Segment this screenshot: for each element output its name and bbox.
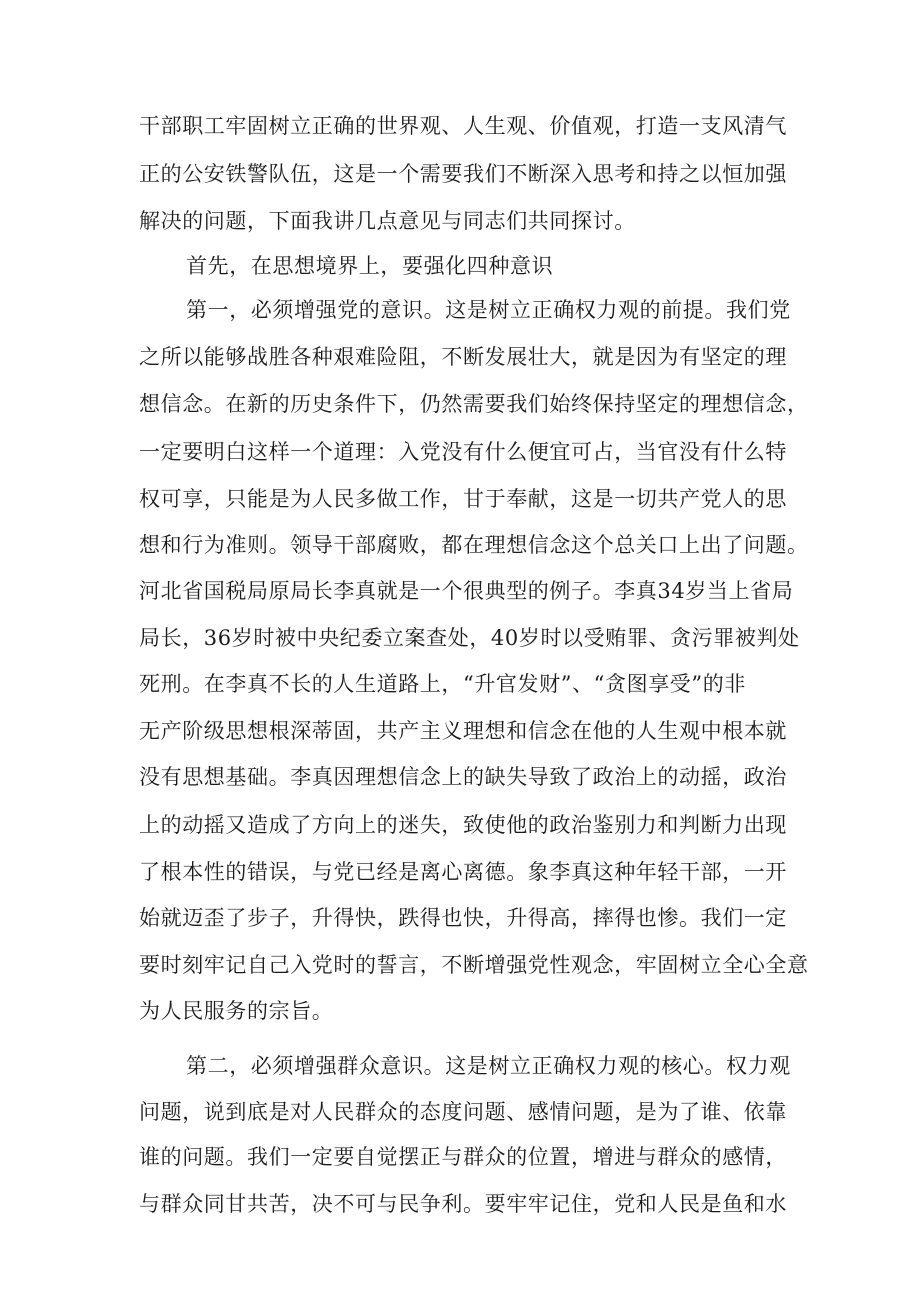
text-line-13: 死刑。在李真不长的人生道路上，“升官发财”、“贪图享受”的非 bbox=[139, 672, 746, 696]
text-line-21: 第二，必须增强群众意识。这是树立正确权力观的核心。权力观 bbox=[186, 1054, 791, 1078]
text-line-22: 问题，说到底是对人民群众的态度问题、感情问题，是为了谁、依靠 bbox=[139, 1100, 787, 1124]
text-line-18: 始就迈歪了步子，升得快，跌得也快，升得高，摔得也惨。我们一定 bbox=[139, 906, 787, 930]
text-line-23: 谁的问题。我们一定要自觉摆正与群众的位置，增进与群众的感情， bbox=[139, 1145, 787, 1169]
text-line-12: 局长，36岁时被中央纪委立案查处，40岁时以受贿罪、贪污罪被判处 bbox=[139, 626, 800, 650]
text-line-15: 没有思想基础。李真因理想信念上的缺失导致了政治上的动摇，政治 bbox=[139, 765, 787, 789]
text-line-19: 要时刻牢记自己入党时的誓言，不断增强党性观念，牢固树立全心全意 bbox=[139, 953, 809, 977]
text-line-16: 上的动摇又造成了方向上的迷失，致使他的政治鉴别力和判断力出现 bbox=[139, 813, 787, 837]
text-line-10: 想和行为准则。领导干部腐败，都在理想信念这个总关口上出了问题。 bbox=[139, 533, 809, 557]
text-line-24: 与群众同甘共苦，决不可与民争利。要牢牢记住，党和人民是鱼和水 bbox=[139, 1192, 787, 1216]
text-line-8: 一定要明白这样一个道理：入党没有什么便宜可占，当官没有什么特 bbox=[139, 440, 787, 464]
text-line-3: 解决的问题，下面我讲几点意见与同志们共同探讨。 bbox=[139, 209, 636, 233]
text-line-11: 河北省国税局原局长李真就是一个很典型的例子。李真34岁当上省局 bbox=[139, 579, 794, 603]
text-line-5: 第一，必须增强党的意识。这是树立正确权力观的前提。我们党 bbox=[186, 298, 791, 322]
text-line-9: 权可享，只能是为人民多做工作，甘于奉献，这是一切共产党人的思 bbox=[139, 487, 787, 511]
text-line-14: 无产阶级思想根深蒂固，共产主义理想和信念在他的人生观中根本就 bbox=[139, 719, 787, 743]
text-line-7: 想信念。在新的历史条件下，仍然需要我们始终保持坚定的理想信念， bbox=[139, 392, 809, 416]
text-line-20: 为人民服务的宗旨。 bbox=[139, 999, 334, 1023]
text-line-6: 之所以能够战胜各种艰难险阻，不断发展壮大，就是因为有坚定的理 bbox=[139, 345, 787, 369]
text-line-1: 干部职工牢固树立正确的世界观、人生观、价值观，打造一支风清气 bbox=[139, 114, 787, 138]
text-line-2: 正的公安铁警队伍，这是一个需要我们不断深入思考和持之以恒加强 bbox=[139, 162, 787, 186]
text-line-17: 了根本性的错误，与党已经是离心离德。象李真这种年轻干部，一开 bbox=[139, 860, 787, 884]
section-heading: 首先，在思想境界上，要强化四种意识 bbox=[186, 254, 554, 278]
